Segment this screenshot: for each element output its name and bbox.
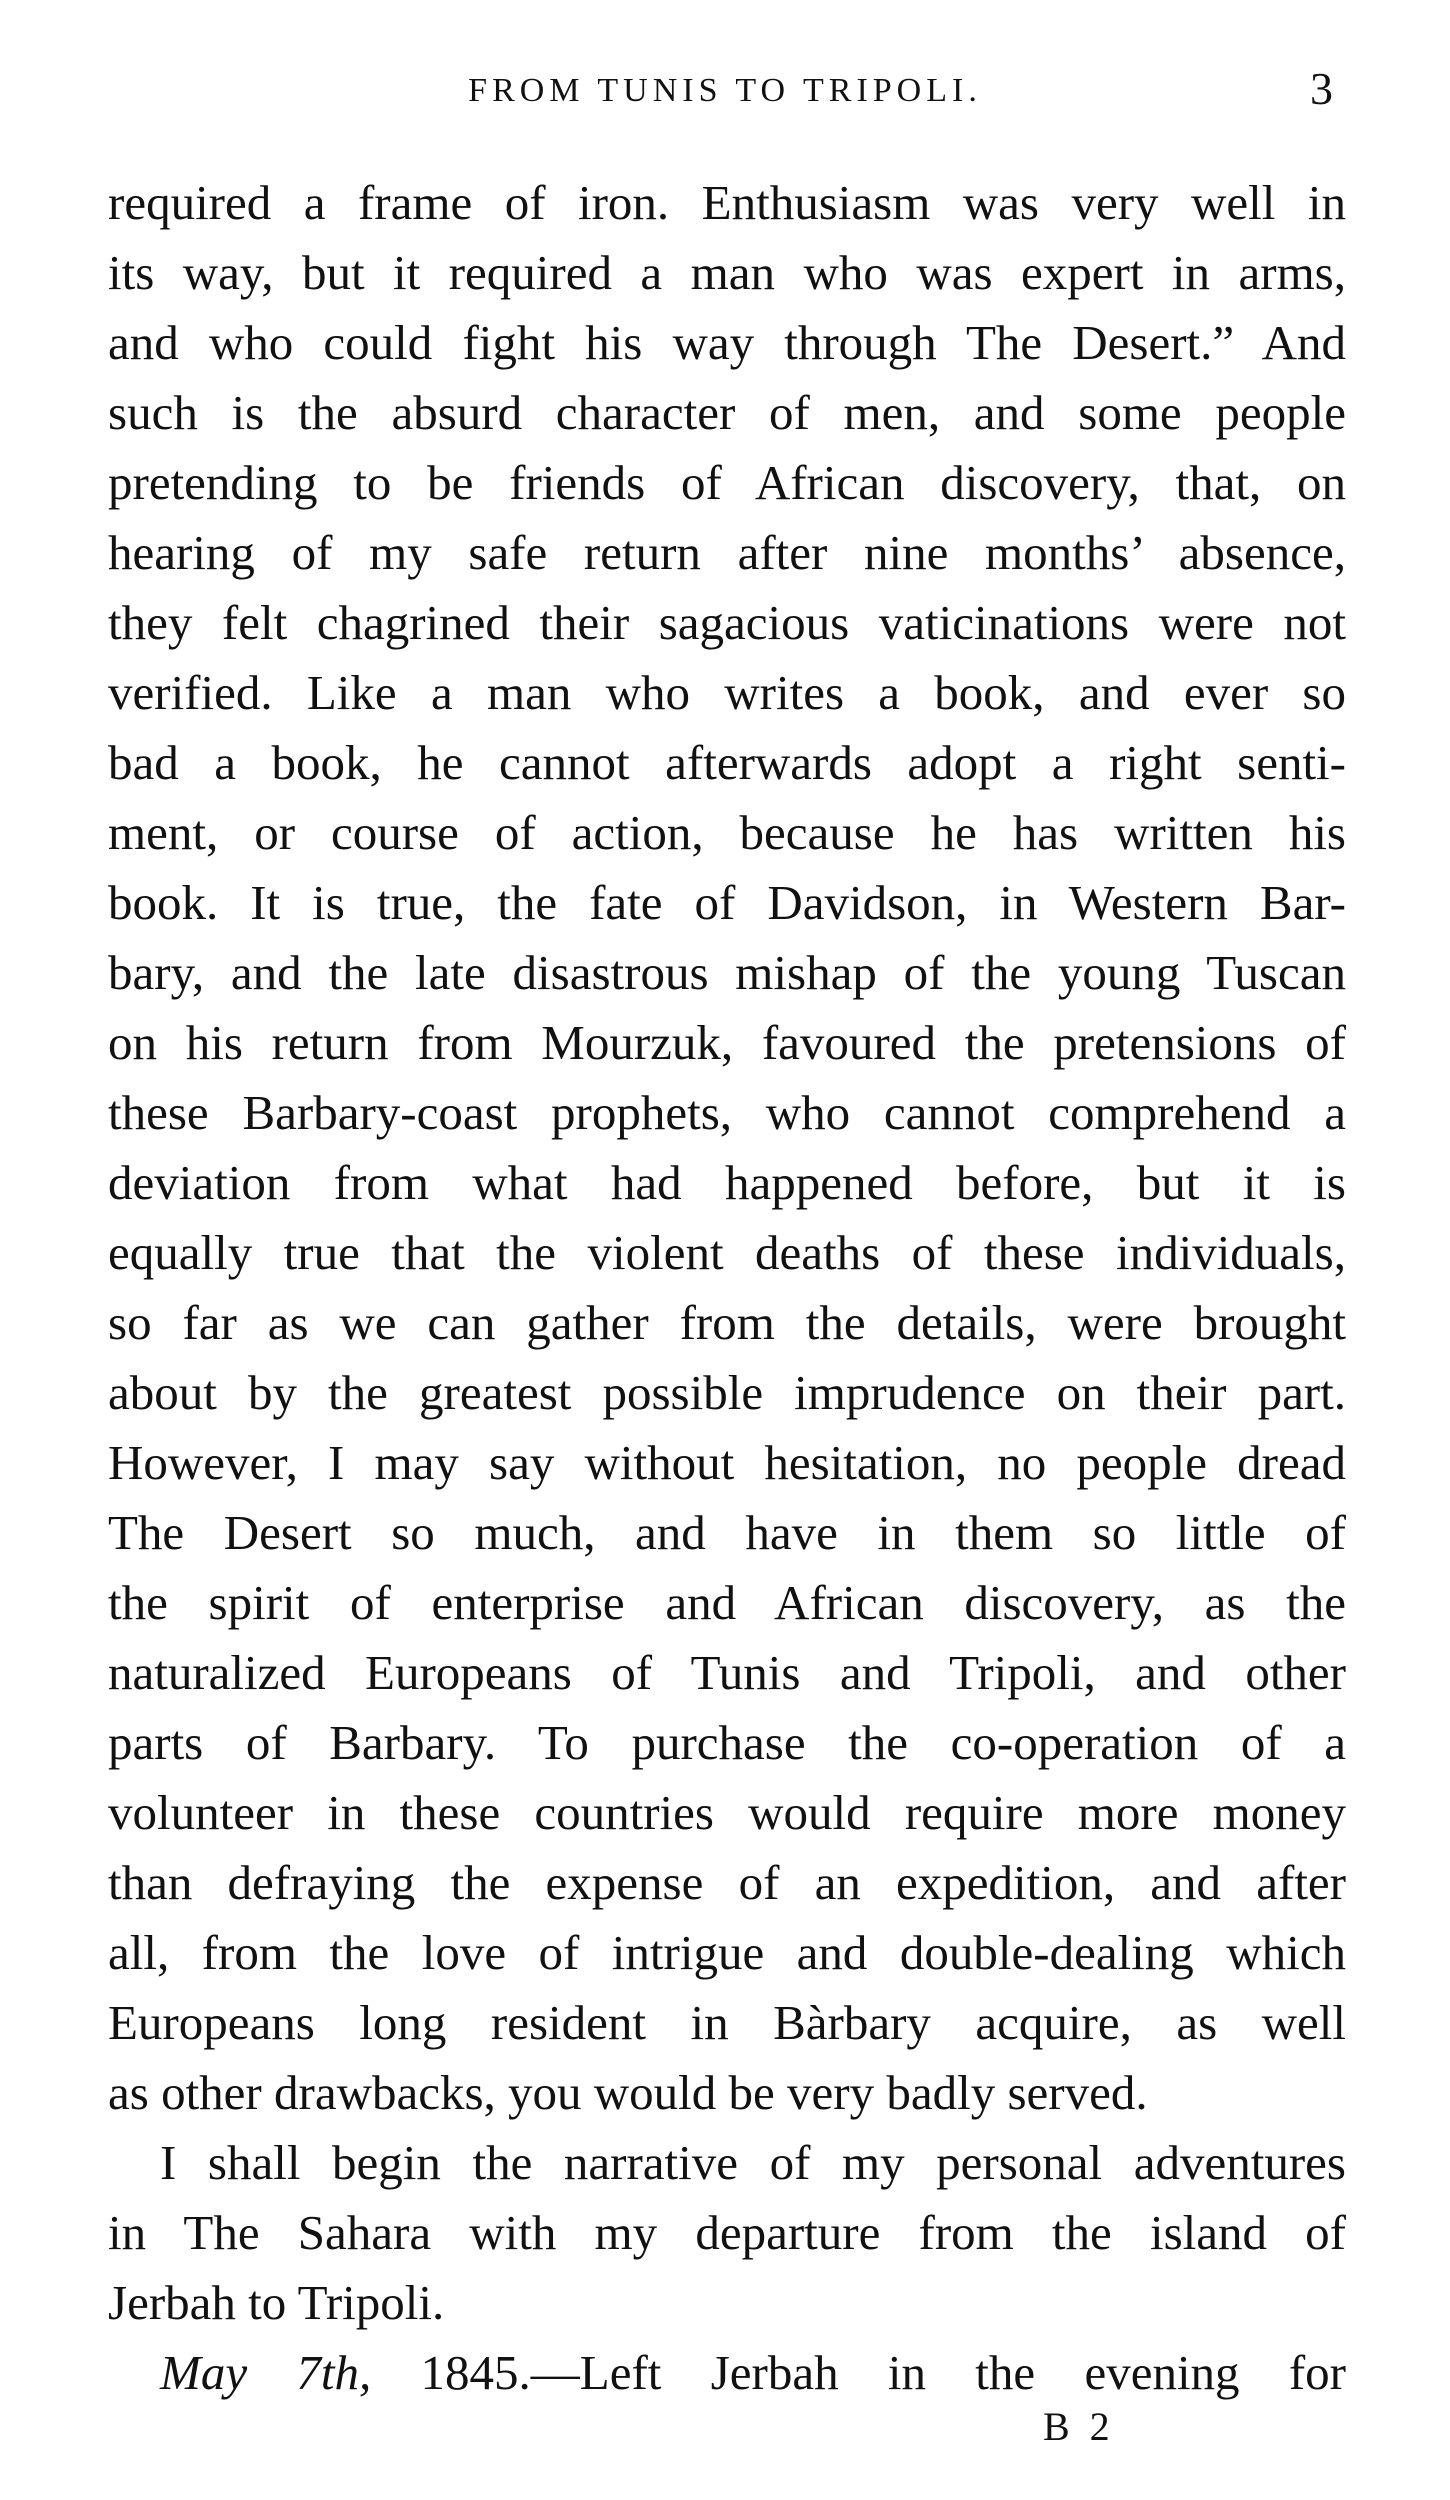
- text-line: bary, and the late disastrous mishap of the young Tuscan: [108, 945, 1346, 1000]
- text-line: the spirit of enterprise and African discovery, as the: [108, 1575, 1346, 1630]
- text-line: volunteer in these countries would require more money: [108, 1785, 1346, 1840]
- text-line: Europeans long resident in Bàrbary acquire, as well: [108, 1995, 1346, 2050]
- signature-mark: B 2: [1043, 2404, 1115, 2449]
- text-line: as other drawbacks, you would be very badly served.: [108, 2065, 1148, 2120]
- text-line: ment, or course of action, because he has written his: [108, 805, 1346, 860]
- text-line: The Desert so much, and have in them so little of: [108, 1505, 1346, 1560]
- text-line: Jerbah to Tripoli.: [108, 2275, 445, 2330]
- diary-date: May 7th,: [160, 2345, 372, 2400]
- text-line: all, from the love of intrigue and double-dealing which: [108, 1925, 1346, 1980]
- text-line: However, I may say without hesitation, no people dread: [108, 1435, 1346, 1490]
- text-line: these Barbary-coast prophets, who cannot comprehend a: [108, 1085, 1346, 1140]
- text-line: on his return from Mourzuk, favoured the pretensions of: [108, 1015, 1346, 1070]
- diary-entry-line: [108, 2338, 1346, 2408]
- text-line: bad a book, he cannot afterwards adopt a right senti-: [108, 735, 1346, 790]
- diary-text: 1845.—Left Jerbah in the evening for: [371, 2345, 1346, 2400]
- page-number: 3: [1310, 63, 1333, 114]
- text-line: such is the absurd character of men, and some people: [108, 385, 1346, 440]
- text-line: naturalized Europeans of Tunis and Tripoli, and other: [108, 1645, 1346, 1700]
- text-line: hearing of my safe return after nine months’ absence,: [108, 525, 1346, 580]
- text-line: equally true that the violent deaths of these individuals,: [108, 1225, 1346, 1280]
- paragraph-start-line: I shall begin the narrative of my personal adventures: [160, 2135, 1346, 2190]
- text-line: required a frame of iron. Enthusiasm was very well in: [108, 175, 1346, 230]
- running-head-title: FROM TUNIS TO TRIPOLI.: [468, 72, 982, 109]
- text-line: about by the greatest possible imprudence on their part.: [108, 1365, 1346, 1420]
- text-line: in The Sahara with my departure from the island of: [108, 2205, 1346, 2260]
- text-line: deviation from what had happened before, but it is: [108, 1155, 1346, 1210]
- text-line: book. It is true, the fate of Davidson, in Western Bar-: [108, 875, 1346, 930]
- text-line: parts of Barbary. To purchase the co-operation of a: [108, 1715, 1346, 1770]
- body-text: [108, 168, 1346, 2408]
- text-line: than defraying the expense of an expedition, and after: [108, 1855, 1346, 1910]
- text-line: pretending to be friends of African discovery, that, on: [108, 455, 1346, 510]
- text-line: verified. Like a man who writes a book, and ever so: [108, 665, 1346, 720]
- text-line: they felt chagrined their sagacious vaticinations were not: [108, 595, 1346, 650]
- text-line: its way, but it required a man who was expert in arms,: [108, 245, 1346, 300]
- text-line: so far as we can gather from the details, were brought: [108, 1295, 1346, 1350]
- text-line: and who could fight his way through The Desert.” And: [108, 315, 1346, 370]
